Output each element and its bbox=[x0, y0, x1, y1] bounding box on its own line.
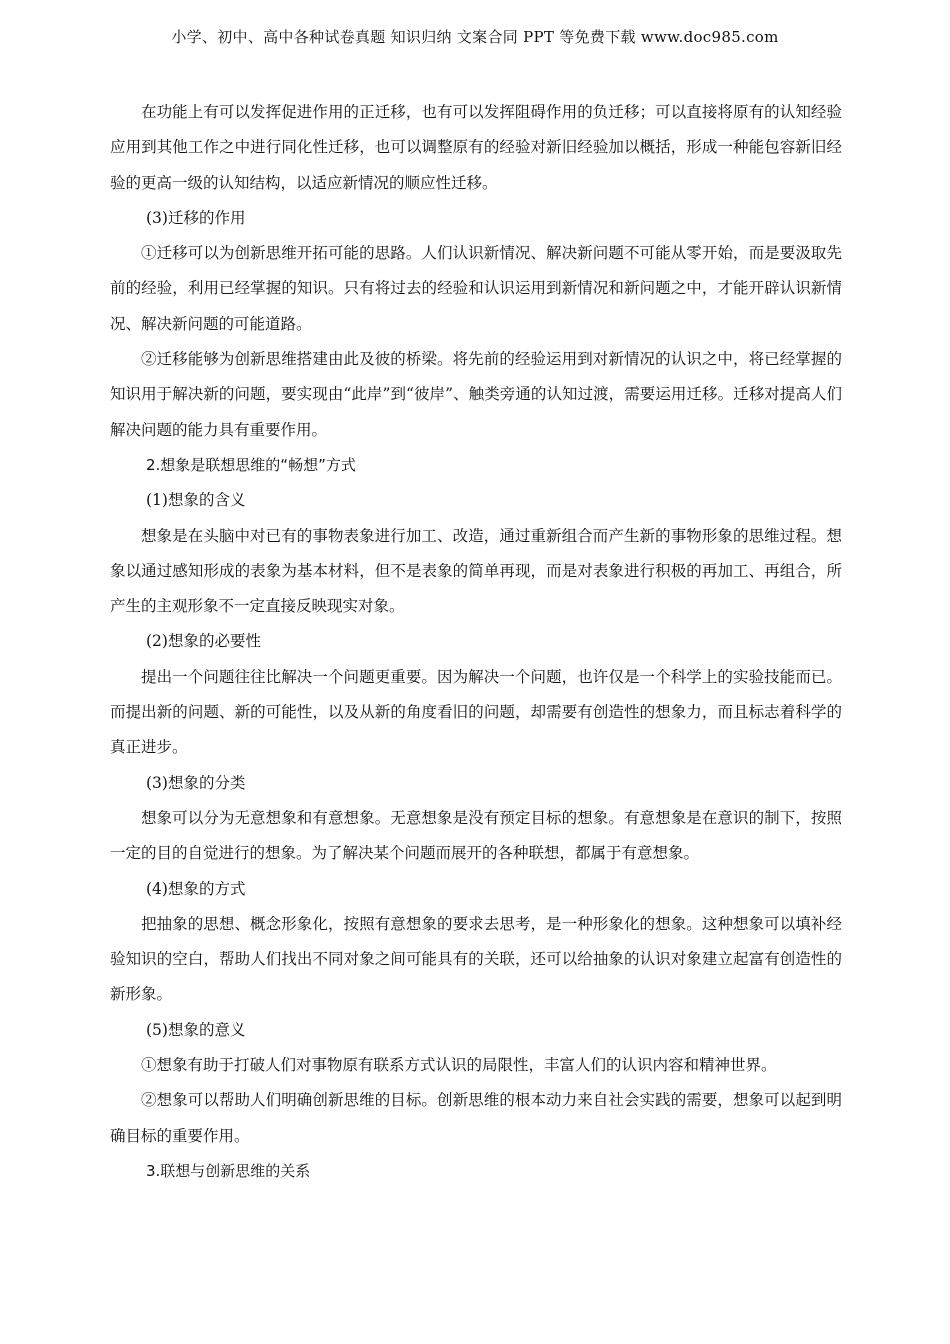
section-heading-association: 3.联想与创新思维的关系 bbox=[146, 1161, 311, 1180]
paragraph-imagination-methods: 把抽象的思想、概念形象化，按照有意想象的要求去思考，是一种形象化的想象。这种想象可以填补经验知识的空白，帮助人们找出不同对象之间可能具有的关联，还可以给抽象的认识对象建立起富有创造性的新形象。 bbox=[110, 914, 842, 1004]
section-heading-imagination: 2.想象是联想思维的“畅想”方式 bbox=[146, 455, 356, 474]
paragraph-imagination-significance-1: ①想象有助于打破人们对事物原有联系方式认识的局限性，丰富人们的认识内容和精神世界。 bbox=[141, 1056, 777, 1075]
paragraph-imagination-necessity: 提出一个问题往往比解决一个问题更重要。因为解决一个问题，也许仅是一个科学上的实验技能而已。而提出新的问题、新的可能性，以及从新的角度看旧的问题，却需要有创造性的想象力，而且标志着科学的真正进步。 bbox=[110, 667, 842, 757]
subheading-transfer-role: (3)迁移的作用 bbox=[146, 208, 246, 227]
paragraph-transfer-role-2: ②迁移能够为创新思维搭建由此及彼的桥梁。将先前的经验运用到对新情况的认识之中，将已经掌握的知识用于解决新的问题，要实现由“此岸”到“彼岸”、触类旁通的认知过渡，需要运用迁移。迁移对提高人们解决问题的能力具有重要作用。 bbox=[110, 350, 842, 439]
subheading-imagination-necessity: (2)想象的必要性 bbox=[146, 632, 261, 651]
subheading-imagination-meaning: (1)想象的含义 bbox=[146, 491, 246, 510]
paragraph-imagination-significance-2: ②想象可以帮助人们明确创新思维的目标。创新思维的根本动力来自社会实践的需要，想象可以起到明确目标的重要作用。 bbox=[110, 1091, 842, 1145]
paragraph-transfer-function: 在功能上有可以发挥促进作用的正迁移，也有可以发挥阻碍作用的负迁移；可以直接将原有的认知经验应用到其他工作之中进行同化性迁移，也可以调整原有的经验对新旧经验加以概括，形成一种能包容新旧经验的更高一级的认知结构，以适应新情况的顺应性迁移。 bbox=[110, 103, 842, 192]
document-body bbox=[110, 95, 842, 1189]
paragraph-imagination-meaning: 想象是在头脑中对已有的事物表象进行加工、改造，通过重新组合而产生新的事物形象的思维过程。想象以通过感知形成的表象为基本材料，但不是表象的简单再现，而是对表象进行积极的再加工、再组合，所产生的主观形象不一定直接反映现实对象。 bbox=[110, 526, 842, 616]
subheading-imagination-methods: (4)想象的方式 bbox=[146, 879, 246, 898]
subheading-imagination-significance: (5)想象的意义 bbox=[146, 1020, 246, 1039]
page-header: 小学、初中、高中各种试卷真题 知识归纳 文案合同 PPT 等免费下载 www.doc985.com bbox=[171, 28, 779, 46]
subheading-imagination-types: (3)想象的分类 bbox=[146, 773, 246, 792]
paragraph-imagination-types: 想象可以分为无意想象和有意想象。无意想象是没有预定目标的想象。有意想象是在意识的制下，按照一定的目的自觉进行的想象。为了解决某个问题而展开的各种联想，都属于有意想象。 bbox=[110, 808, 842, 863]
paragraph-transfer-role-1: ①迁移可以为创新思维开拓可能的思路。人们认识新情况、解决新问题不可能从零开始，而是要汲取先前的经验，利用已经掌握的知识。只有将过去的经验和认识运用到新情况和新问题之中，才能开辟认识新情况、解决新问题的可能道路。 bbox=[110, 244, 842, 333]
